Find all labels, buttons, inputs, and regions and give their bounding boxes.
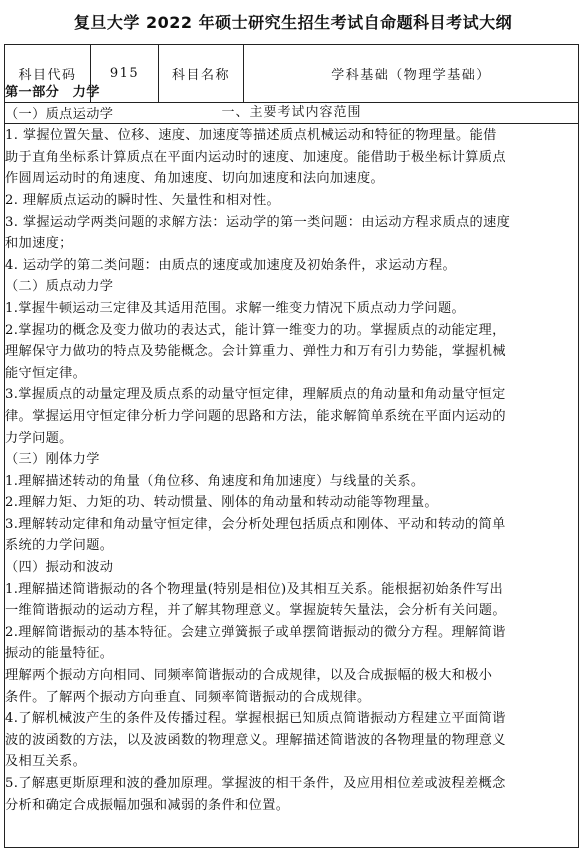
content-line: 1.掌握牛顿运动三定律及其适用范围。求解一维变力情况下质点动力学问题。 bbox=[5, 300, 466, 316]
document-title: 复旦大学 2022 年硕士研究生招生考试自命题科目考试大纲 bbox=[73, 13, 513, 32]
section-heading: 一、主要考试内容范围 bbox=[5, 103, 578, 124]
content-line: 波的波函数的方法，以及波函数的物理意义。理解描述简谐波的各物理量的物理意义 bbox=[5, 732, 506, 748]
content-line: 律。掌握运用守恒定律分析力学问题的思路和方法，能求解简单系统在平面内运动的 bbox=[5, 408, 506, 424]
subject-name-value: 学科基础（物理学基础） bbox=[331, 68, 491, 83]
content-line: 3. 掌握运动学两类问题的求解方法：运动学的第一类问题：由运动方程求质点的速度 bbox=[5, 214, 511, 230]
content-line: 4. 运动学的第二类问题：由质点的速度或加速度及初始条件，求运动方程。 bbox=[5, 257, 457, 273]
content-line: 5.了解惠更斯原理和波的叠加原理。掌握波的相干条件，及应用相位差或波程差概念 bbox=[5, 776, 506, 791]
content-line: （三）刚体力学 bbox=[5, 452, 100, 468]
subject-name-label: 科目名称 bbox=[159, 45, 244, 102]
subject-code-value: 915 bbox=[91, 45, 159, 102]
content-line: 理解保守力做功的特点及势能概念。会计算重力、弹性力和万有引力势能，掌握机械 bbox=[5, 344, 506, 360]
content-line: 3.掌握质点的动量定理及质点系的动量守恒定律，理解质点的角动量和角动量守恒定 bbox=[5, 387, 506, 403]
content-line: 力学问题。 bbox=[5, 430, 73, 446]
content-line: 及相互关系。 bbox=[5, 754, 87, 770]
content-line: 一维简谐振动的运动方程，并了解其物理意义。掌握旋转矢量法，会分析有关问题。 bbox=[5, 603, 506, 619]
content-line: 3.理解转动定律和角动量守恒定律，会分析处理包括质点和刚体、平动和转动的简单 bbox=[5, 516, 506, 532]
content-line: （一）质点运动学 bbox=[5, 106, 114, 122]
content-line: 分析和确定合成振幅加强和减弱的条件和位置。 bbox=[5, 797, 290, 813]
content-line: 助于直角坐标系计算质点在平面内运动时的速度、加速度。能借助于极坐标计算质点 bbox=[5, 149, 506, 165]
part-heading: 第一部分 力学 bbox=[5, 85, 100, 100]
content-line: 和加速度； bbox=[5, 236, 73, 252]
content-line: 1.理解描述转动的角量（角位移、角速度和角加速度）与线量的关系。 bbox=[5, 473, 425, 489]
content-line: （二）质点动力学 bbox=[5, 279, 114, 295]
subject-code-label: 科目代码 bbox=[5, 45, 91, 102]
content-line: 作圆周运动时的角速度、角加速度、切向加速度和法向加速度。 bbox=[5, 171, 385, 187]
content-line: 2. 理解质点运动的瞬时性、矢量性和相对性。 bbox=[5, 192, 281, 208]
content-line: 系统的力学问题。 bbox=[5, 538, 114, 554]
content-line: 2.掌握功的概念及变力做功的表达式，能计算一维变力的功。掌握质点的动能定理， bbox=[5, 322, 506, 338]
content-line: 2.理解力矩、力矩的功、转动惯量、刚体的角动量和转动动能等物理量。 bbox=[5, 495, 438, 511]
content-line: 4.了解机械波产生的条件及传播过程。掌握根据已知质点简谐振动方程建立平面简谐 bbox=[5, 711, 506, 727]
content-line: 振动的能量特征。 bbox=[5, 646, 114, 662]
content-line: 能守恒定律。 bbox=[5, 365, 87, 381]
content-line: 2.理解简谐振动的基本特征。会建立弹簧振子或单摆简谐振动的微分方程。理解简谐 bbox=[5, 624, 506, 640]
content-line: 理解两个振动方向相同、同频率简谐振动的合成规律，以及合成振幅的极大和极小 bbox=[5, 668, 493, 684]
syllabus-content bbox=[5, 82, 568, 816]
content-line: （四）振动和波动 bbox=[5, 560, 114, 576]
content-line: 1.理解描述简谐振动的各个物理量(特别是相位)及其相互关系。能根据初始条件写出 bbox=[5, 581, 504, 597]
content-line: 条件。了解两个振动方向垂直、同频率简谐振动的合成规律。 bbox=[5, 689, 371, 705]
content-line: 1. 掌握位置矢量、位移、速度、加速度等描述质点机械运动和特征的物理量。能借 bbox=[5, 128, 497, 144]
